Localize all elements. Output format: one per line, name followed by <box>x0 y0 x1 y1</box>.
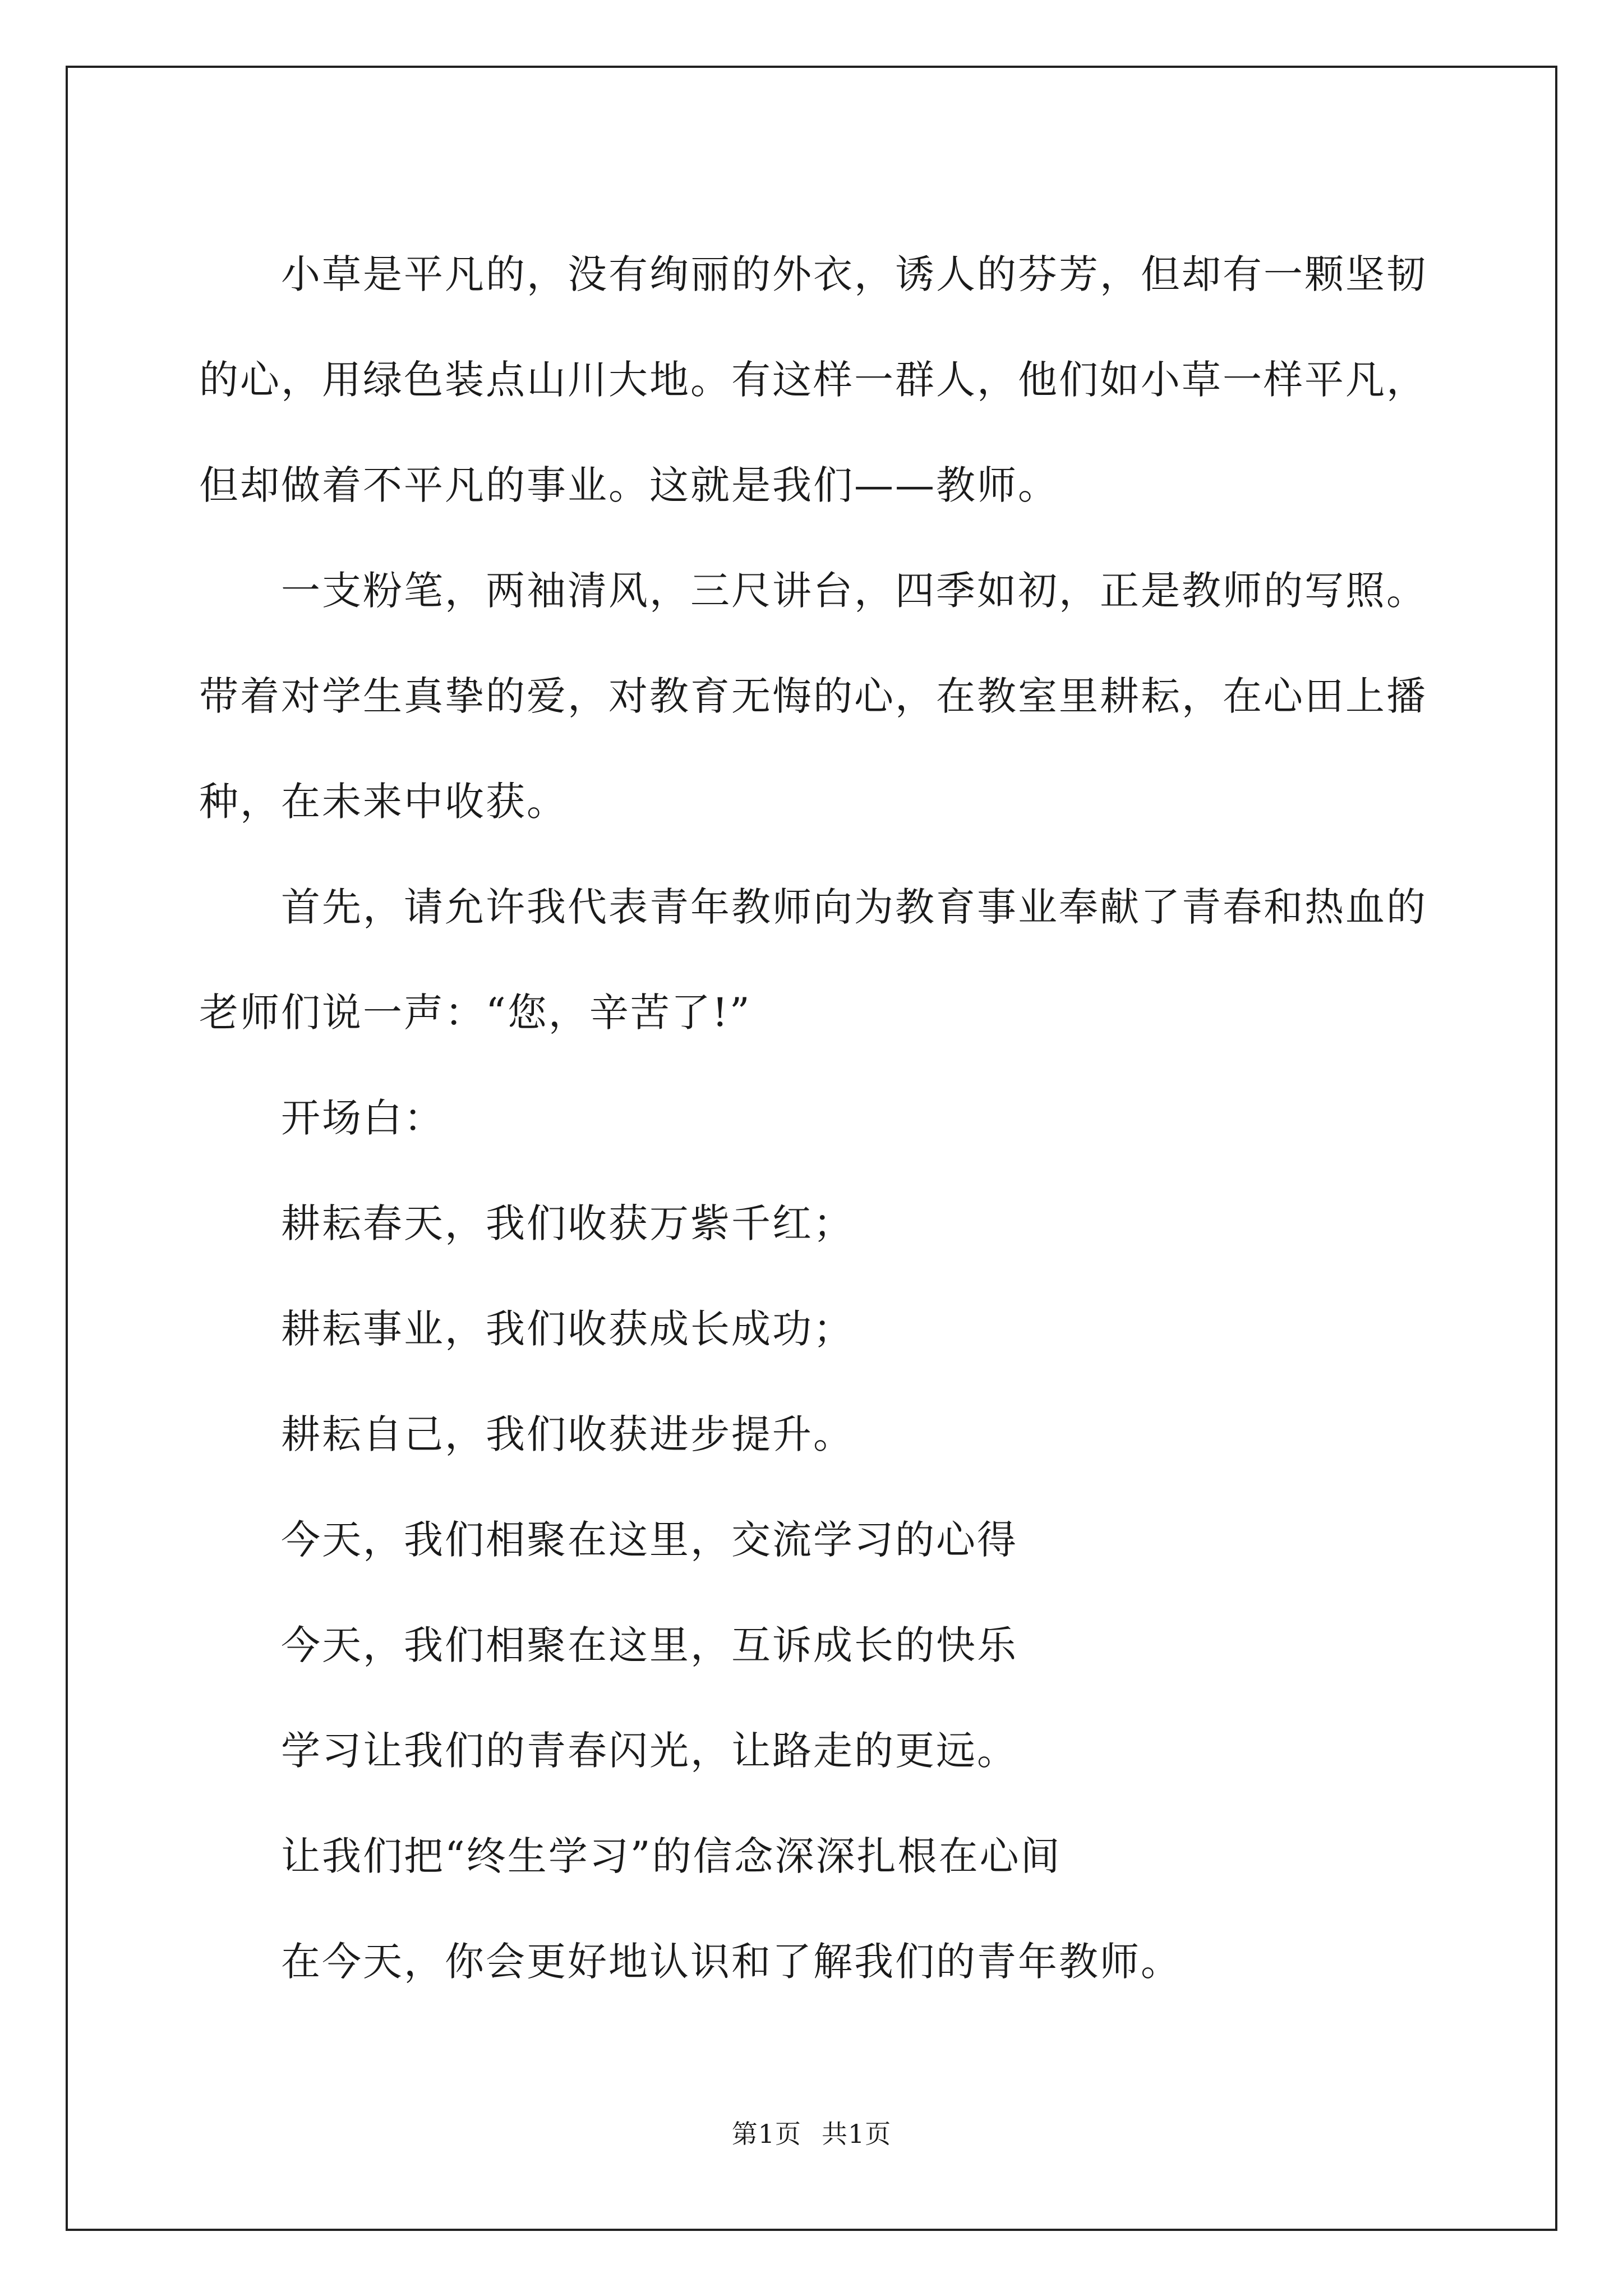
paragraph: 今天，我们相聚在这里，交流学习的心得 <box>281 1517 1018 1563</box>
paragraph: 让我们把“终生学习”的信念深深扎根在心间 <box>281 1833 1062 1879</box>
paragraph: 今天，我们相聚在这里，互诉成长的快乐 <box>281 1622 1018 1668</box>
paragraph: 耕耘自己，我们收获进步提升。 <box>281 1411 854 1457</box>
paragraph: 在今天，你会更好地认识和了解我们的青年教师。 <box>281 1939 1182 1985</box>
page-footer <box>0 2114 1623 2151</box>
document-body <box>199 222 1427 2014</box>
paragraph: 开场白： <box>281 1095 445 1141</box>
paragraph: 首先，请允许我代表青年教师向为教育事业奉献了青春和热血的老师们说一声：“您，辛苦了!” <box>199 884 1427 1036</box>
paragraph: 一支粉笔，两袖清风，三尺讲台，四季如初，正是教师的写照。带着对学生真挚的爱，对教育无悔的心，在教室里耕耘，在心田上播种，在未来中收获。 <box>199 568 1427 825</box>
paragraph: 耕耘事业，我们收获成长成功； <box>281 1306 854 1352</box>
paragraph: 耕耘春天，我们收获万紫千红； <box>281 1200 854 1246</box>
page-number: 第1页 <box>731 2119 801 2149</box>
paragraph: 学习让我们的青春闪光，让路走的更远。 <box>281 1728 1018 1774</box>
paragraph: 小草是平凡的，没有绚丽的外衣，诱人的芬芳，但却有一颗坚韧的心，用绿色装点山川大地。有这样一群人，他们如小草一样平凡，但却做着不平凡的事业。这就是我们——教师。 <box>199 251 1427 508</box>
page-total: 共1页 <box>822 2119 892 2149</box>
